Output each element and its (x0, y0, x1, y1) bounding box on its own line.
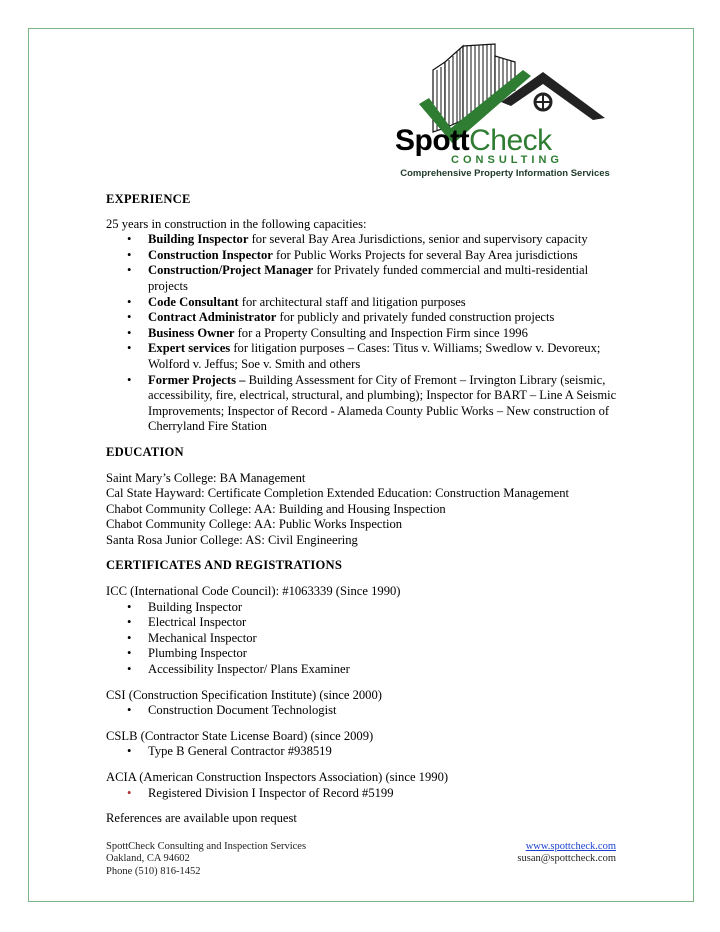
cert-item: • Registered Division I Inspector of Record #5199 (106, 786, 626, 802)
cert-item: • Electrical Inspector (106, 615, 626, 631)
certificates-heading: CERTIFICATES AND REGISTRATIONS (106, 558, 343, 573)
footer-phone: Phone (510) 816-1452 (106, 865, 201, 877)
experience-item: • Expert services for litigation purposes – Cases: Titus v. Williams; Swedlow v. Devoreux; Wolford v. Jeffus; Soe v. Smith and others (106, 341, 626, 372)
cert-group-title: CSLB (Contractor State License Board) (since 2009) (106, 728, 374, 743)
education-line: Cal State Hayward: Certificate Completion Extended Education: Construction Management (106, 486, 570, 501)
cert-group-list (106, 703, 626, 719)
logo-subtitle: CONSULTING (451, 154, 563, 166)
logo-word-check: Check (469, 124, 552, 157)
experience-item: • Construction Inspector for Public Works Projects for several Bay Area jurisdictions (106, 248, 626, 264)
experience-list (106, 232, 626, 435)
education-heading: EDUCATION (106, 444, 184, 459)
cert-item: • Building Inspector (106, 600, 626, 616)
cert-group-list (106, 744, 626, 760)
cert-group-title: ICC (International Code Council): #1063339 (Since 1990) (106, 584, 401, 599)
cert-item: • Type B General Contractor #938519 (106, 744, 626, 760)
education-line: Chabot Community College: AA: Public Works Inspection (106, 517, 403, 532)
cert-group-title: CSI (Construction Specification Institute) (since 2000) (106, 687, 382, 702)
experience-item: • Business Owner for a Property Consulting and Inspection Firm since 1996 (106, 326, 626, 342)
references-note: References are available upon request (106, 811, 297, 826)
resume-body (106, 192, 626, 827)
cert-group-list (106, 786, 626, 802)
footer (106, 841, 616, 878)
education-list (106, 471, 626, 549)
cert-item: • Accessibility Inspector/ Plans Examiner (106, 662, 626, 678)
logo-wordmark (395, 126, 617, 156)
experience-heading: EXPERIENCE (106, 192, 191, 206)
cert-item: • Mechanical Inspector (106, 631, 626, 647)
experience-item: • Construction/Project Manager for Privately funded commercial and multi-residential projects (106, 263, 626, 294)
education-line: Chabot Community College: AA: Building and Housing Inspection (106, 501, 446, 516)
cert-group-list (106, 600, 626, 678)
cert-item: • Construction Document Technologist (106, 703, 626, 719)
logo-tagline: Comprehensive Property Information Services (400, 168, 610, 179)
cert-group-title: ACIA (American Construction Inspectors Association) (since 1990) (106, 770, 449, 784)
experience-item: • Building Inspector for several Bay Area Jurisdictions, senior and supervisory capacity (106, 232, 626, 248)
experience-item: • Code Consultant for architectural staff and litigation purposes (106, 295, 626, 311)
experience-item: • Contract Administrator for publicly and privately funded construction projects (106, 310, 626, 326)
cert-item: • Plumbing Inspector (106, 646, 626, 662)
footer-company: SpottCheck Consulting and Inspection Services (106, 841, 307, 852)
experience-intro: 25 years in construction in the following capacities: (106, 216, 367, 231)
education-line: Saint Mary’s College: BA Management (106, 470, 306, 485)
footer-city: Oakland, CA 94602 (106, 853, 190, 865)
footer-contact (517, 841, 616, 866)
education-line: Santa Rosa Junior College: AS: Civil Engineering (106, 532, 358, 547)
footer-email: susan@spottcheck.com (517, 853, 616, 865)
website-link[interactable]: www.spottcheck.com (525, 841, 616, 852)
logo-word-spott: Spott (395, 124, 470, 157)
experience-item: • Former Projects – Building Assessment for City of Fremont – Irvington Library (seismic, accessibility, fire, electrical, structural, and plumbing); Inspector for BART – Line A Seismic Improvements; Inspector of Record - Alameda County Public Works – New construction of Cherryland Fire Station (106, 373, 626, 435)
